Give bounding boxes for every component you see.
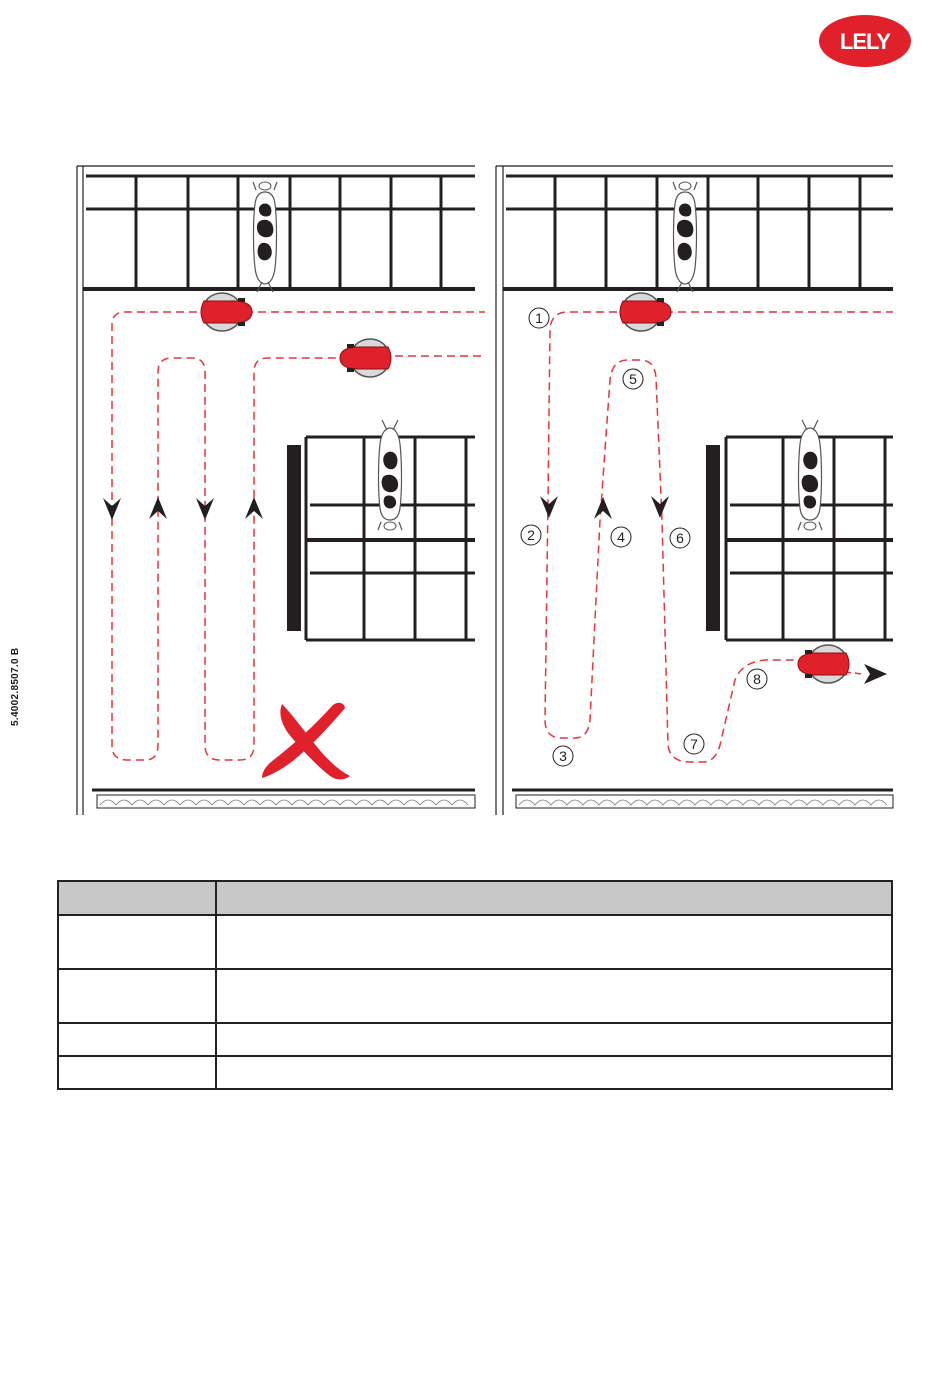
svg-text:6: 6 (676, 530, 684, 546)
svg-text:7: 7 (690, 736, 698, 752)
table-row (58, 1056, 892, 1089)
table-header-row (58, 881, 892, 915)
route-marker-6 (670, 528, 690, 548)
table-header-cell (216, 881, 892, 915)
svg-text:LELY: LELY (839, 29, 891, 54)
table-cell (58, 1056, 216, 1089)
table-cell (216, 915, 892, 969)
svg-text:3: 3 (559, 748, 567, 764)
table-header-cell (58, 881, 216, 915)
table-cell (58, 1023, 216, 1056)
route-marker-8 (747, 669, 767, 689)
svg-text:4: 4 (617, 529, 625, 545)
route-marker-7 (684, 734, 704, 754)
route-marker-3 (553, 746, 573, 766)
svg-text:8: 8 (753, 671, 761, 687)
route-marker-1 (529, 308, 549, 328)
table-cell (58, 915, 216, 969)
route-marker-2 (521, 525, 541, 545)
svg-text:1: 1 (535, 310, 543, 326)
right-panel (496, 166, 893, 815)
table-row (58, 969, 892, 1023)
table-cell (216, 969, 892, 1023)
route-marker-4 (611, 527, 631, 547)
document-number: 5.4002.8507.0 B (10, 647, 21, 726)
svg-text:5: 5 (629, 371, 637, 387)
left-panel (77, 166, 485, 815)
table-cell (216, 1023, 892, 1056)
incorrect-mark (262, 703, 350, 780)
table-row (58, 915, 892, 969)
route-marker-5 (623, 369, 643, 389)
svg-text:2: 2 (527, 527, 535, 543)
legend-table (57, 880, 893, 1090)
table-cell (58, 969, 216, 1023)
table-cell (216, 1056, 892, 1089)
table-row (58, 1023, 892, 1056)
